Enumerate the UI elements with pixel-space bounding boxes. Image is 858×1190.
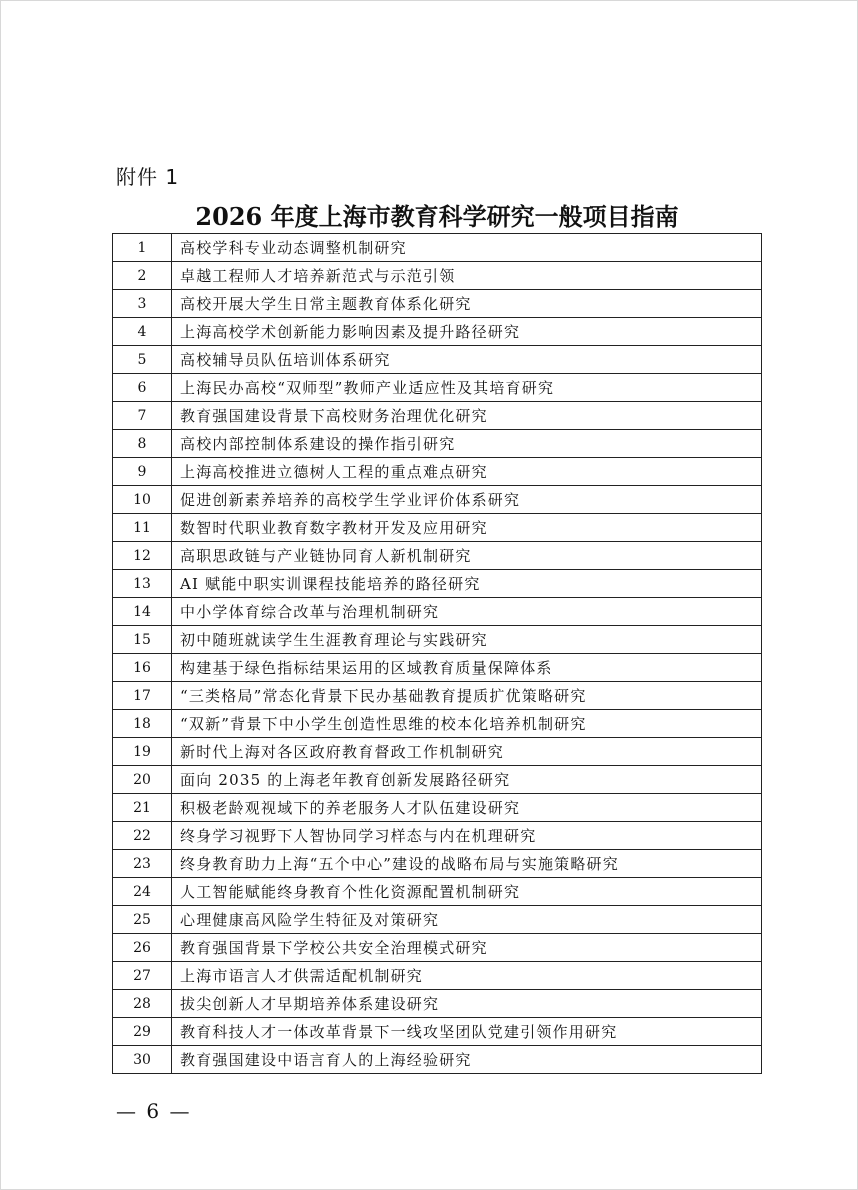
row-topic: 面向 2035 的上海老年教育创新发展路径研究 [172,766,762,794]
table-row [113,850,762,878]
row-topic: 高校辅导员队伍培训体系研究 [172,346,762,374]
row-number: 20 [113,766,172,794]
row-topic: 拔尖创新人才早期培养体系建设研究 [172,990,762,1018]
table-row [113,962,762,990]
row-topic: 教育强国建设中语言育人的上海经验研究 [172,1046,762,1074]
table-row [113,710,762,738]
row-topic: “三类格局”常态化背景下民办基础教育提质扩优策略研究 [172,682,762,710]
row-topic: 高职思政链与产业链协同育人新机制研究 [172,542,762,570]
row-number: 12 [113,542,172,570]
row-number: 11 [113,514,172,542]
table-row [113,738,762,766]
row-topic: 数智时代职业教育数字教材开发及应用研究 [172,514,762,542]
table-row [113,430,762,458]
row-topic: 卓越工程师人才培养新范式与示范引领 [172,262,762,290]
row-number: 29 [113,1018,172,1046]
row-number: 18 [113,710,172,738]
table-row [113,514,762,542]
row-number: 25 [113,906,172,934]
topics-table [112,233,762,1074]
table-row [113,486,762,514]
row-topic: 新时代上海对各区政府教育督政工作机制研究 [172,738,762,766]
table-row [113,262,762,290]
row-number: 6 [113,374,172,402]
table-row [113,458,762,486]
row-number: 21 [113,794,172,822]
row-number: 3 [113,290,172,318]
topics-table-body [113,234,762,1074]
row-topic: 教育科技人才一体改革背景下一线攻坚团队党建引领作用研究 [172,1018,762,1046]
row-number: 28 [113,990,172,1018]
row-topic: 初中随班就读学生生涯教育理论与实践研究 [172,626,762,654]
row-number: 30 [113,1046,172,1074]
row-topic: 高校学科专业动态调整机制研究 [172,234,762,262]
table-row [113,1046,762,1074]
row-topic: 促进创新素养培养的高校学生学业评价体系研究 [172,486,762,514]
row-topic: 上海民办高校“双师型”教师产业适应性及其培育研究 [172,374,762,402]
row-number: 24 [113,878,172,906]
row-topic: 积极老龄观视域下的养老服务人才队伍建设研究 [172,794,762,822]
row-topic: 心理健康高风险学生特征及对策研究 [172,906,762,934]
row-number: 15 [113,626,172,654]
row-number: 8 [113,430,172,458]
table-row [113,654,762,682]
table-row [113,822,762,850]
table-row [113,878,762,906]
table-row [113,906,762,934]
row-topic: AI 赋能中职实训课程技能培养的路径研究 [172,570,762,598]
table-row [113,766,762,794]
row-topic: 教育强国背景下学校公共安全治理模式研究 [172,934,762,962]
row-number: 19 [113,738,172,766]
row-number: 22 [113,822,172,850]
document-title: 2026 年度上海市教育科学研究一般项目指南 [195,202,679,231]
table-row [113,934,762,962]
row-topic: 终身教育助力上海“五个中心”建设的战略布局与实施策略研究 [172,850,762,878]
table-row [113,234,762,262]
table-row [113,598,762,626]
row-number: 17 [113,682,172,710]
row-topic: 教育强国建设背景下高校财务治理优化研究 [172,402,762,430]
row-topic: 高校内部控制体系建设的操作指引研究 [172,430,762,458]
row-number: 16 [113,654,172,682]
row-topic: 高校开展大学生日常主题教育体系化研究 [172,290,762,318]
row-number: 5 [113,346,172,374]
row-topic: 上海市语言人才供需适配机制研究 [172,962,762,990]
table-row [113,290,762,318]
table-row [113,626,762,654]
row-topic: 终身学习视野下人智协同学习样态与内在机理研究 [172,822,762,850]
row-topic: 上海高校学术创新能力影响因素及提升路径研究 [172,318,762,346]
row-number: 13 [113,570,172,598]
table-row [113,682,762,710]
table-row [113,318,762,346]
table-row [113,542,762,570]
page-number: — 6 — [116,1099,192,1123]
table-row [113,346,762,374]
row-number: 23 [113,850,172,878]
table-row [113,1018,762,1046]
row-number: 26 [113,934,172,962]
row-number: 2 [113,262,172,290]
table-row [113,794,762,822]
row-topic: 上海高校推进立德树人工程的重点难点研究 [172,458,762,486]
row-topic: “双新”背景下中小学生创造性思维的校本化培养机制研究 [172,710,762,738]
row-number: 1 [113,234,172,262]
table-row [113,402,762,430]
row-topic: 构建基于绿色指标结果运用的区域教育质量保障体系 [172,654,762,682]
row-topic: 人工智能赋能终身教育个性化资源配置机制研究 [172,878,762,906]
row-number: 7 [113,402,172,430]
row-number: 4 [113,318,172,346]
attachment-label: 附件 1 [116,165,180,189]
row-number: 10 [113,486,172,514]
row-number: 27 [113,962,172,990]
row-topic: 中小学体育综合改革与治理机制研究 [172,598,762,626]
row-number: 14 [113,598,172,626]
row-number: 9 [113,458,172,486]
table-row [113,990,762,1018]
table-row [113,570,762,598]
table-row [113,374,762,402]
